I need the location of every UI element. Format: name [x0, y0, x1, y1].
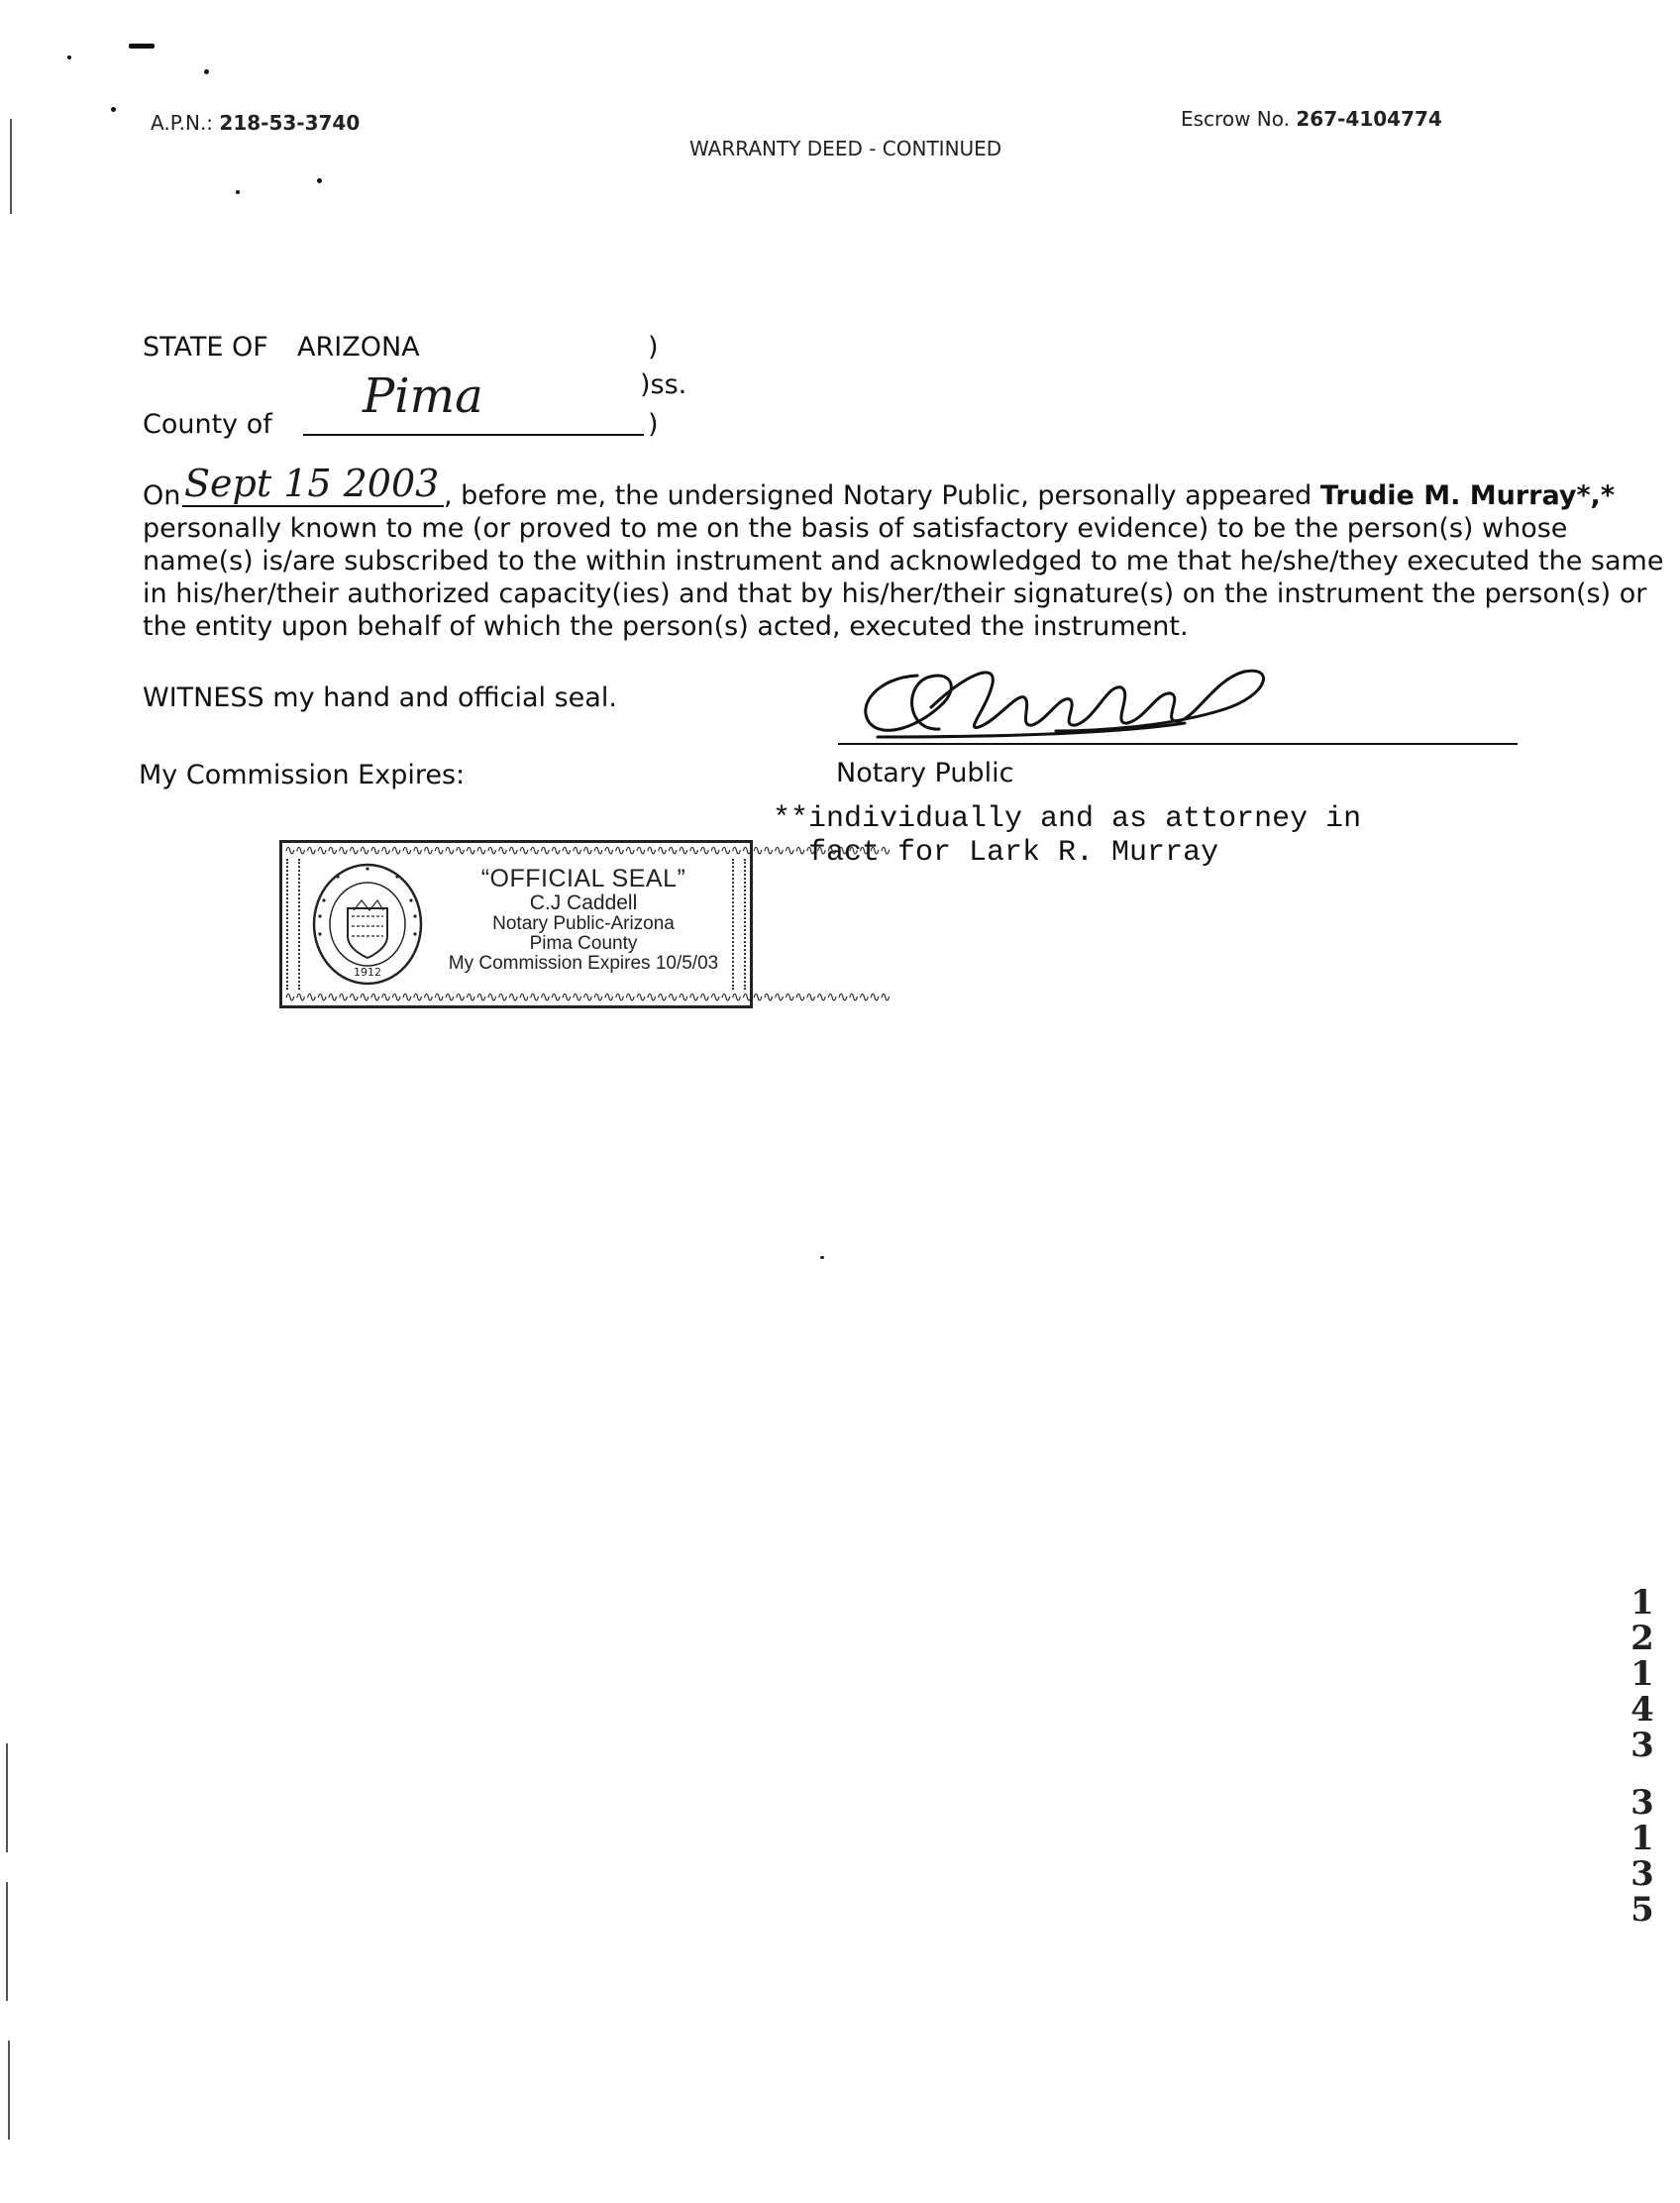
- stamp-digit: 1: [1630, 1583, 1654, 1623]
- apn-label: A.P.N.:: [151, 111, 214, 135]
- seal-expiration: My Commission Expires 10/5/03: [448, 953, 719, 974]
- venue-paren-top: ): [648, 332, 659, 363]
- scan-speck: [111, 107, 116, 112]
- state-label: STATE OF: [143, 332, 268, 363]
- on-label: On: [143, 480, 181, 511]
- seal-border-bottom: ∿∿∿∿∿∿∿∿∿∿∿∿∿∿∿∿∿∿∿∿∿∿∿∿∿∿∿∿∿∿∿∿∿∿∿∿∿∿∿∿∿∿∿∿∿∿∿∿∿∿∿∿∿∿∿∿∿: [284, 990, 891, 1005]
- ack-line-3: name(s) is/are subscribed to the within instrument and acknowledged to me that he/she/they executed the same: [143, 546, 1664, 577]
- stamp-digit: 1: [1630, 1654, 1654, 1694]
- apn-value: 218-53-3740: [219, 111, 361, 135]
- stamp-digit: 3: [1630, 1783, 1654, 1823]
- seal-text-block: [431, 865, 736, 973]
- signature-line: [838, 743, 1518, 745]
- stamp-digit: 3: [1630, 1726, 1654, 1765]
- scan-edge-line: [6, 1743, 8, 1852]
- stamp-digit: 5: [1630, 1890, 1654, 1930]
- scan-speck: [204, 69, 209, 74]
- recording-stamp-group-1: [1625, 1585, 1660, 1763]
- escrow-field: [1181, 107, 1442, 131]
- notary-signature: [848, 654, 1284, 749]
- county-label: County of: [143, 409, 272, 440]
- witness-statement: WITNESS my hand and official seal.: [143, 682, 617, 713]
- ack-line-4: in his/her/their authorized capacity(ies) and that by his/her/their signature(s) on the instrument the person(s) or: [143, 578, 1647, 609]
- commission-label: My Commission Expires:: [139, 760, 466, 790]
- date-handwritten: Sept 15 2003: [184, 462, 440, 505]
- typed-note-line-2: fact for Lark R. Murray: [773, 836, 1219, 870]
- county-handwritten: Pima: [363, 368, 483, 424]
- scan-speck: [236, 190, 240, 194]
- ack-line-1-text: , before me, the undersigned Notary Public, personally appeared: [444, 480, 1312, 511]
- scan-speck: [820, 1256, 824, 1259]
- seal-border-left: [286, 859, 300, 990]
- ack-line-2: personally known to me (or proved to me on the basis of satisfactory evidence) to be the person(s) whose: [143, 513, 1568, 544]
- document-title: WARRANTY DEED - CONTINUED: [689, 137, 1002, 160]
- appeared-name: Trudie M. Murray*,*: [1319, 480, 1615, 511]
- stamp-digit: 2: [1630, 1619, 1654, 1658]
- ack-line-5: the entity upon behalf of which the person(s) acted, executed the instrument.: [143, 611, 1189, 642]
- seal-emblem-year: 1912: [354, 966, 381, 979]
- county-underline: [303, 434, 644, 436]
- recording-stamp-group-2: [1625, 1785, 1660, 1928]
- seal-county: Pima County: [529, 933, 638, 954]
- scan-speck: [67, 55, 71, 59]
- seal-notary-role: Notary Public-Arizona: [492, 913, 675, 934]
- stamp-digit: 1: [1630, 1819, 1654, 1858]
- scan-speck: [129, 44, 155, 49]
- official-seal-stamp: [279, 840, 891, 1008]
- arizona-state-seal-emblem: [308, 861, 427, 988]
- seal-border-top: ∿∿∿∿∿∿∿∿∿∿∿∿∿∿∿∿∿∿∿∿∿∿∿∿∿∿∿∿∿∿∿∿∿∿∿∿∿∿∿∿∿∿∿∿∿∿∿∿∿∿∿∿∿∿∿∿∿: [284, 843, 891, 859]
- ack-line-1: [444, 479, 1615, 512]
- seal-title: “OFFICIAL SEAL”: [480, 865, 686, 892]
- seal-notary-name: C.J Caddell: [529, 892, 638, 914]
- stamp-digit: 3: [1630, 1854, 1654, 1894]
- notary-public-label: Notary Public: [836, 758, 1014, 788]
- stamp-digit: 4: [1630, 1690, 1654, 1730]
- escrow-value: 267-4104774: [1296, 107, 1442, 131]
- typed-note-line-1: **individually and as attorney in: [773, 802, 1362, 836]
- scan-speck: [317, 178, 322, 183]
- state-value: ARIZONA: [297, 332, 420, 363]
- apn-field: [151, 111, 360, 135]
- venue-ss: )ss.: [640, 369, 687, 400]
- scan-edge-line: [8, 2041, 10, 2140]
- scan-edge-line: [6, 1882, 8, 2001]
- venue-paren-bottom: ): [648, 409, 659, 440]
- date-underline: [182, 505, 444, 507]
- escrow-label: Escrow No.: [1181, 107, 1290, 131]
- scan-edge-line: [10, 119, 12, 214]
